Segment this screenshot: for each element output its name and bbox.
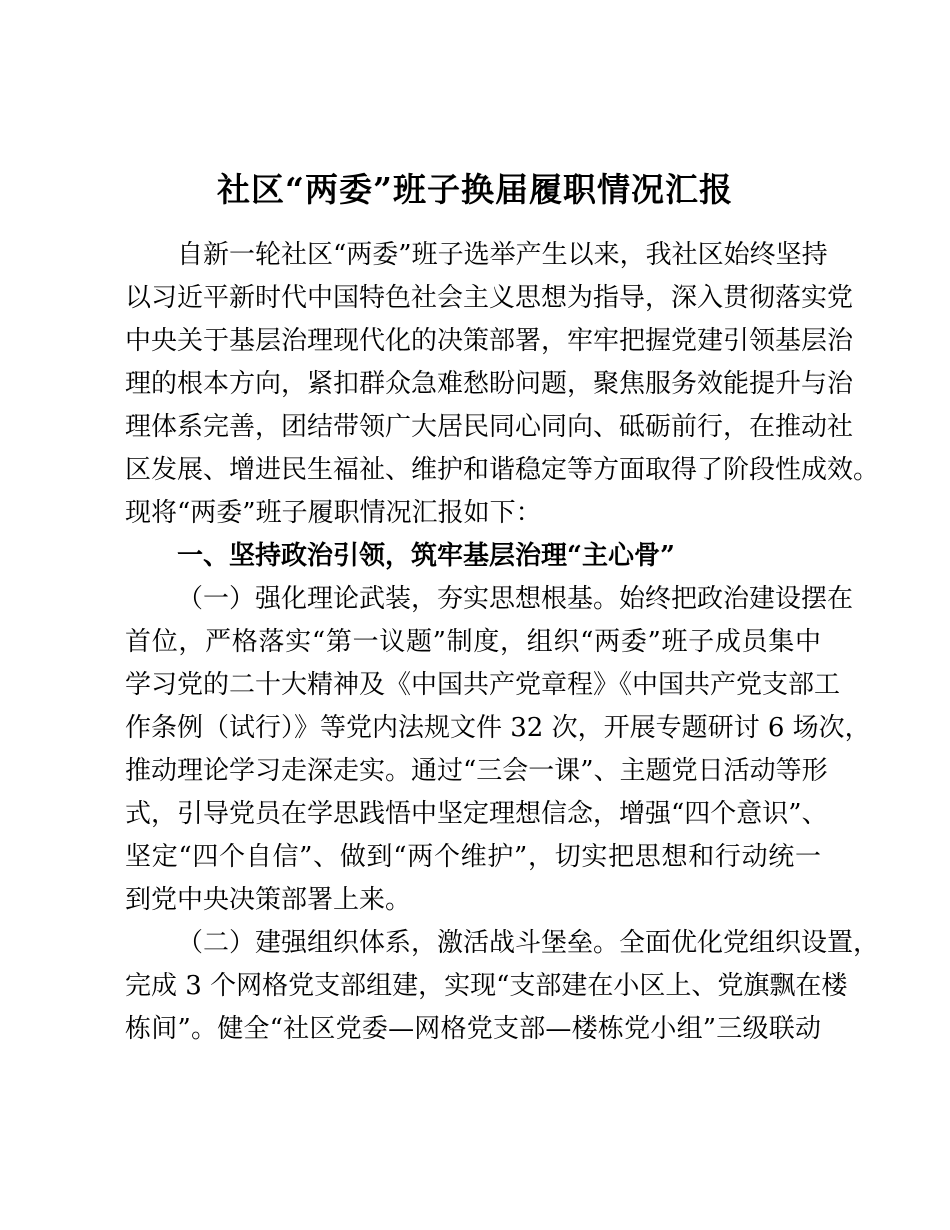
text-line: 一、坚持政治引领，筑牢基层治理“主心骨”	[177, 541, 675, 571]
text-line: 理的根本方向，紧扣群众急难愁盼问题，聚焦服务效能提升与治	[125, 369, 854, 399]
text-line: （一）强化理论武装，夯实思想根基。始终把政治建设摆在	[177, 584, 854, 614]
section-heading	[125, 535, 821, 578]
text-line: 现将“两委”班子履职情况汇报如下：	[125, 498, 542, 528]
text-line: 学习党的二十大精神及《中国共产党章程》《中国共产党支部工	[125, 670, 841, 700]
text-line: 推动理论学习走深走实。通过“三会一课”、主题党日活动等形	[125, 756, 828, 786]
document-title: 社区“两委”班子换届履职情况汇报	[217, 170, 733, 209]
text-line: 到党中央决策部署上来。	[125, 885, 412, 915]
paragraph	[125, 578, 871, 922]
text-line: 完成 3 个网格党支部组建，实现“支部建在小区上、党旗飘在楼	[125, 971, 848, 1001]
document-body	[125, 234, 880, 1051]
paragraph	[125, 922, 880, 1051]
text-line: 以习近平新时代中国特色社会主义思想为指导，深入贯彻落实党	[125, 283, 854, 313]
text-line: 式，引导党员在学思践悟中坚定理想信念，增强“四个意识”、	[125, 799, 828, 829]
text-line: 理体系完善，团结带领广大居民同心同向、砥砺前行，在推动社	[125, 412, 854, 442]
text-line: 首位，严格落实“第一议题”制度，组织“两委”班子成员集中	[125, 627, 821, 657]
text-line: 区发展、增进民生福祉、维护和谐稳定等方面取得了阶段性成效。	[125, 455, 880, 485]
text-line: 中央关于基层治理现代化的决策部署，牢牢把握党建引领基层治	[125, 326, 854, 356]
text-line: 自新一轮社区“两委”班子选举产生以来，我社区始终坚持	[177, 240, 828, 270]
text-line: 坚定“四个自信”、做到“两个维护”，切实把思想和行动统一	[125, 842, 821, 872]
paragraph	[125, 234, 880, 535]
text-line: 作条例（试行）》等党内法规文件 32 次，开展专题研讨 6 场次，	[125, 713, 871, 743]
text-line: （二）建强组织体系，激活战斗堡垒。全面优化党组织设置，	[177, 928, 880, 958]
text-line: 栋间”。健全“社区党委—网格党支部—楼栋党小组”三级联动	[125, 1014, 821, 1044]
